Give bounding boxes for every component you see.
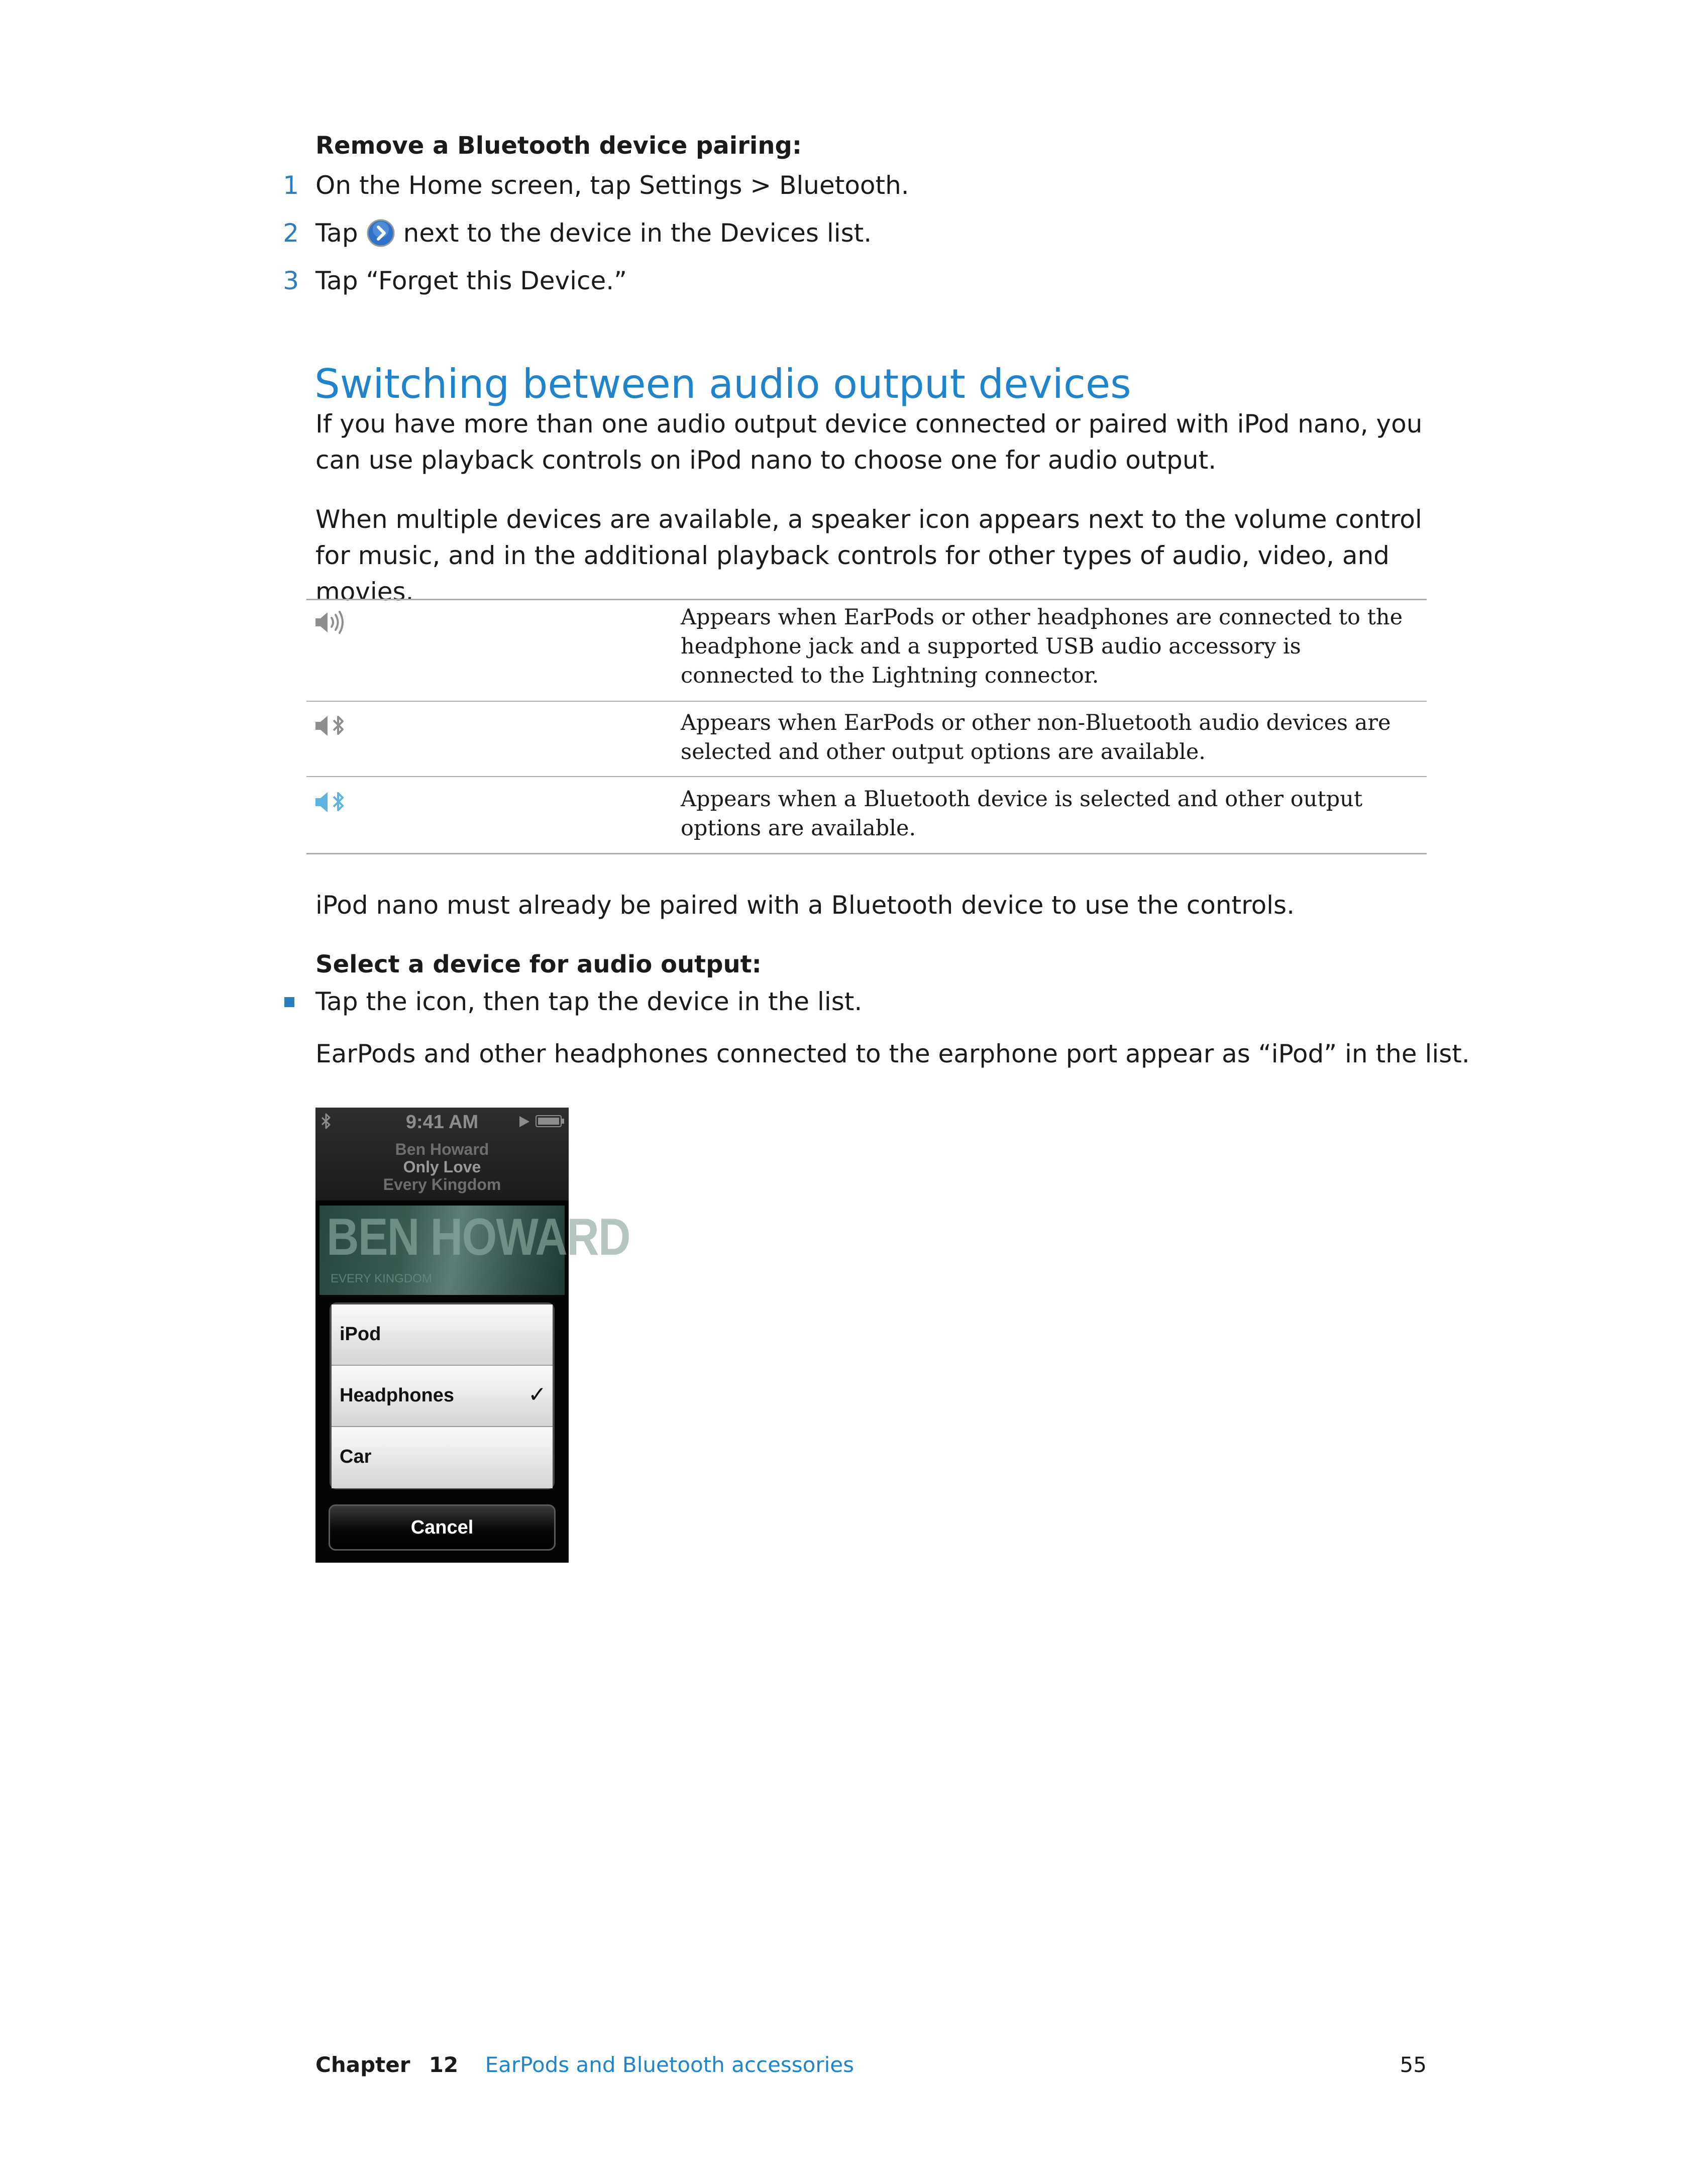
- device-screenshot: [315, 1108, 630, 1563]
- chapter-label: Chapter: [315, 2052, 410, 2077]
- device-option-label: Headphones: [340, 1385, 455, 1406]
- step-number: 3: [283, 266, 299, 295]
- icon-explanation-paragraph: When multiple devices are available, a speaker icon appears next to the volume control for music, and in the additional playback controls for other types of audio, video, and movies.: [315, 505, 1422, 606]
- bullet-marker: [284, 997, 294, 1007]
- song-title: Only Love: [403, 1158, 481, 1176]
- page-footer: [315, 2052, 854, 2077]
- table-row-divider: [306, 701, 1427, 702]
- chapter-number: 12: [429, 2052, 459, 2077]
- step-text: Tap “Forget this Device.”: [315, 266, 627, 295]
- step-number: 1: [283, 171, 299, 200]
- device-option-car[interactable]: [332, 1427, 553, 1488]
- step-text-after: next to the device in the Devices list.: [403, 219, 872, 248]
- cancel-button[interactable]: Cancel: [329, 1504, 556, 1551]
- output-device-list: [330, 1302, 555, 1489]
- page-number: 55: [1400, 2052, 1427, 2077]
- album-art: [319, 1206, 630, 1295]
- chapter-title-link[interactable]: EarPods and Bluetooth accessories: [485, 2052, 855, 2077]
- album-art-title: BEN HOWARD: [327, 1208, 630, 1266]
- speaker-bluetooth-gray-icon: [313, 712, 350, 739]
- bullet-text: Tap the icon, then tap the device in the list.: [315, 987, 863, 1016]
- table-cell: Appears when EarPods or other non-Bluetooth audio devices are selected and other output options are available.: [681, 710, 1391, 765]
- table-cell: Appears when a Bluetooth device is selected and other output options are available.: [681, 787, 1363, 841]
- album-art-subtitle: EVERY KINGDOM: [331, 1272, 432, 1285]
- intro-paragraph: If you have more than one audio output device connected or paired with iPod nano, you can use playback controls on iPod nano to choose one for audio output.: [315, 409, 1423, 475]
- table-top-rule: [306, 599, 1427, 600]
- step-number: 2: [283, 219, 299, 248]
- step-text: [315, 219, 872, 248]
- table-bottom-rule: [306, 853, 1427, 854]
- status-time: 9:41 AM: [405, 1112, 479, 1133]
- device-option-label: iPod: [340, 1324, 381, 1345]
- speaker-bluetooth-blue-icon: [313, 789, 350, 816]
- device-option-headphones[interactable]: [332, 1366, 553, 1427]
- pairing-requirement-note: iPod nano must already be paired with a Bluetooth device to use the controls.: [315, 891, 1295, 920]
- device-option-ipod[interactable]: [332, 1304, 553, 1366]
- album-name: Every Kingdom: [383, 1175, 501, 1193]
- now-playing-header: [315, 1108, 569, 1201]
- play-icon: [517, 1115, 531, 1129]
- blue-circle-chevron-icon: [366, 219, 395, 248]
- table-row-divider: [306, 776, 1427, 777]
- select-heading: Select a device for audio output:: [315, 950, 762, 978]
- device-option-label: Car: [340, 1446, 372, 1467]
- battery-icon: [536, 1115, 565, 1128]
- section-title: Switching between audio output devices: [314, 361, 1131, 407]
- artist-name: Ben Howard: [395, 1140, 489, 1158]
- step-text-before: Tap: [315, 219, 358, 248]
- speaker-volume-icon: [313, 609, 350, 636]
- step-text: On the Home screen, tap Settings > Bluetooth.: [315, 171, 909, 200]
- table-cell: Appears when EarPods or other headphones are connected to the headphone jack and a supported USB audio accessory is connected to the Lightning connector.: [681, 605, 1403, 688]
- checkmark-icon: ✓: [528, 1382, 547, 1407]
- earpods-note: EarPods and other headphones connected to the earphone port appear as “iPod” in the list.: [315, 1039, 1470, 1068]
- pairing-heading: Remove a Bluetooth device pairing:: [315, 132, 802, 160]
